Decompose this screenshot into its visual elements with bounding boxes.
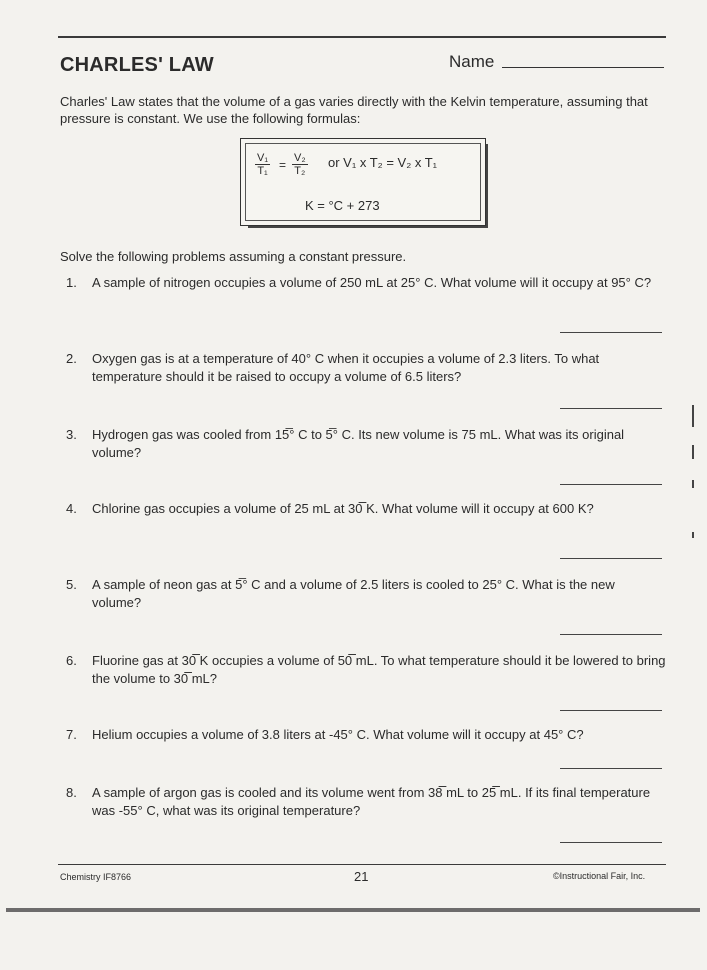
answer-line-2 bbox=[560, 408, 662, 409]
top-rule bbox=[58, 36, 666, 38]
problem-text: Fluorine gas at 30̅̅ K occupies a volume of 50̅̅ mL. To what temperature should it be lowered to bring the volume to 30̅̅ mL? bbox=[92, 653, 666, 686]
name-answer-line bbox=[502, 67, 664, 68]
page-number: 21 bbox=[354, 869, 369, 884]
problem-text: Hydrogen gas was cooled from 15̅° C to 5̅° C. Its new volume is 75 mL. What was its original volume? bbox=[92, 427, 625, 460]
problem-number: 3. bbox=[66, 427, 77, 442]
problem-number: 7. bbox=[66, 727, 77, 742]
problem-number: 2. bbox=[66, 351, 77, 366]
footer-rule bbox=[58, 864, 666, 865]
fraction-v1: V₁ bbox=[257, 152, 269, 164]
problem-number: 8. bbox=[66, 785, 77, 800]
instructions: Solve the following problems assuming a constant pressure. bbox=[60, 249, 407, 264]
answer-line-3 bbox=[560, 484, 662, 485]
problem-text: A sample of neon gas at 5̅° C and a volume of 2.5 liters is cooled to 25° C. What is the new volume? bbox=[92, 577, 615, 610]
problem-text: Oxygen gas is at a temperature of 40° C when it occupies a volume of 2.3 liters. To what temperature should it be raised to occupy a volume of 6.5 liters? bbox=[92, 351, 600, 384]
fraction-equals: = bbox=[279, 158, 287, 172]
fraction-t2: T₂ bbox=[294, 165, 306, 177]
scan-mark bbox=[692, 405, 694, 427]
scan-mark bbox=[692, 480, 694, 488]
problem-number: 6. bbox=[66, 653, 77, 668]
answer-line-7 bbox=[560, 768, 662, 769]
answer-line-6 bbox=[560, 710, 662, 711]
fraction-v2-t2 bbox=[292, 152, 308, 177]
problem-number: 5. bbox=[66, 577, 77, 592]
name-label: Name bbox=[449, 52, 495, 71]
problem-text: Chlorine gas occupies a volume of 25 mL at 30̅̅ K. What volume will it occupy at 600 K? bbox=[92, 501, 594, 516]
fraction-v1-t1 bbox=[255, 152, 270, 177]
kelvin-formula: K = °C + 273 bbox=[305, 198, 380, 213]
answer-line-1 bbox=[560, 332, 662, 333]
scan-edge bbox=[6, 908, 700, 912]
formula-alternate: or V₁ x T₂ = V₂ x T₁ bbox=[328, 155, 438, 170]
problem-number: 4. bbox=[66, 501, 77, 516]
footer-copyright: ©Instructional Fair, Inc. bbox=[553, 871, 646, 881]
fraction-t1: T₁ bbox=[257, 165, 268, 177]
intro-paragraph: Charles' Law states that the volume of a gas varies directly with the Kelvin temperature, assuming that pressure is constant. We use the following formulas: bbox=[60, 94, 648, 126]
problem-text: Helium occupies a volume of 3.8 liters at -45° C. What volume will it occupy at 45° C? bbox=[92, 727, 584, 742]
problem-text: A sample of nitrogen occupies a volume of 250 mL at 25° C. What volume will it occupy at 95° C? bbox=[92, 275, 652, 290]
fraction-v2: V₂ bbox=[294, 152, 306, 164]
answer-line-4 bbox=[560, 558, 662, 559]
answer-line-8 bbox=[560, 842, 662, 843]
problem-text: A sample of argon gas is cooled and its volume went from 38̅̅ mL to 25̅̅ mL. If its final temperature was -55° C, what was its original temperature? bbox=[92, 785, 651, 818]
scan-mark bbox=[692, 445, 694, 459]
footer-book-code: Chemistry IF8766 bbox=[60, 872, 132, 882]
answer-line-5 bbox=[560, 634, 662, 635]
problem-number: 1. bbox=[66, 275, 77, 290]
scan-mark bbox=[692, 532, 694, 538]
page-title: CHARLES' LAW bbox=[60, 54, 214, 76]
